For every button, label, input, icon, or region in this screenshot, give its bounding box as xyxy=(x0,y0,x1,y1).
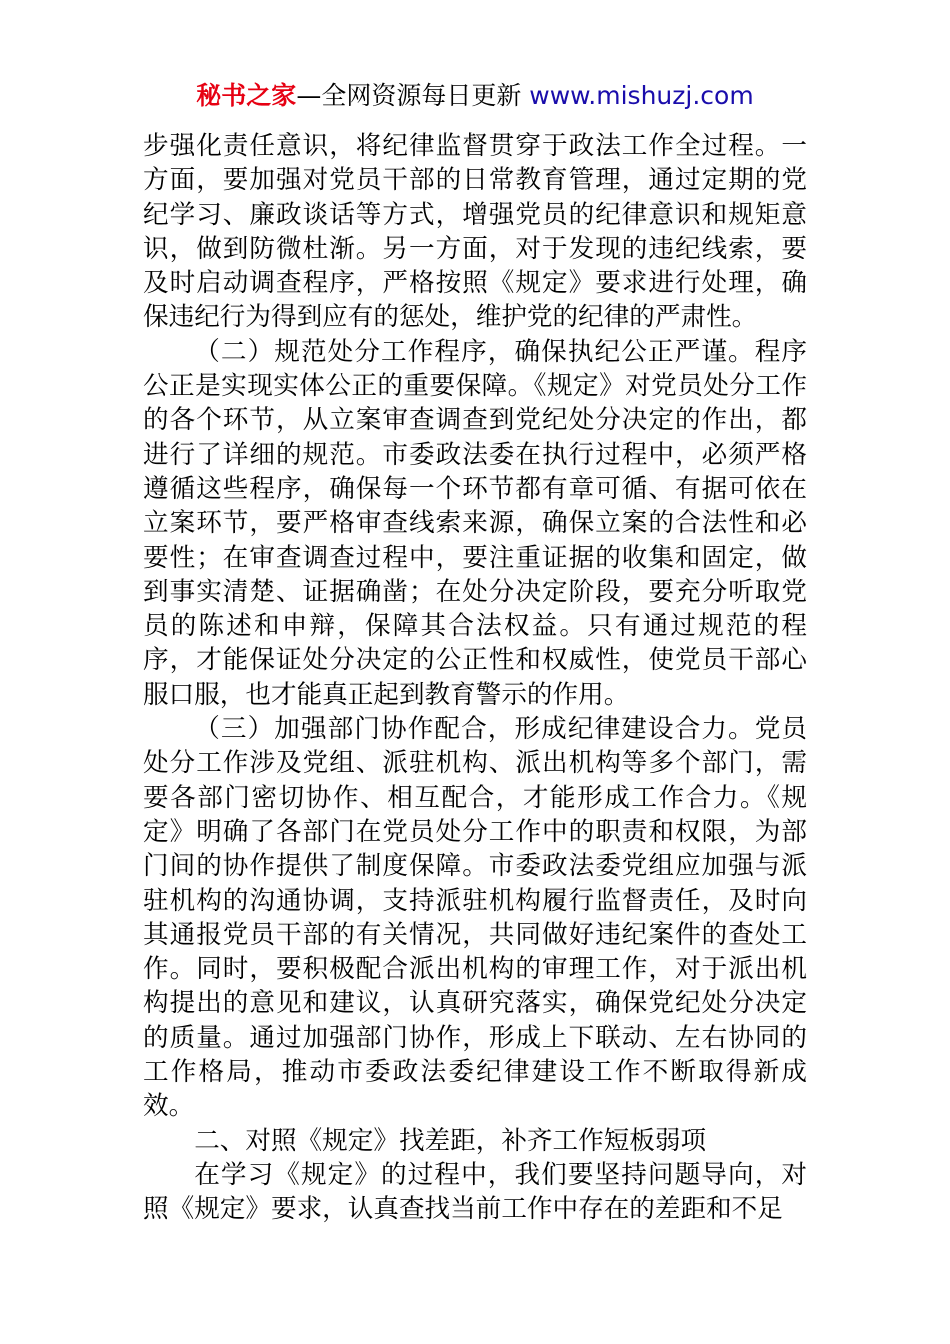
header-tagline: —全网资源每日更新 xyxy=(296,81,530,110)
site-url: www.mishuzj.com xyxy=(529,81,754,110)
section-heading: 二、对照《规定》找差距，补齐工作短板弱项 xyxy=(194,1125,707,1156)
document-body xyxy=(143,129,807,1227)
paragraph-continuation: 步强化责任意识，将纪律监督贯穿于政法工作全过程。一方面，要加强对党员干部的日常教育管理，通过定期的党纪学习、廉政谈话等方式，增强党员的纪律意识和规矩意识，做到防微杜渐。另一方面，对于发现的违纪线索，要及时启动调查程序，严格按照《规定》要求进行处理，确保违纪行为得到应有的惩处，维护党的纪律的严肃性。 xyxy=(143,131,807,333)
paragraph-intro: 在学习《规定》的过程中，我们要坚持问题导向，对照《规定》要求，认真查找当前工作中存在的差距和不足 xyxy=(143,1159,807,1225)
paragraph-section-3: （三）加强部门协作配合，形成纪律建设合力。党员处分工作涉及党组、派驻机构、派出机构等多个部门，需要各部门密切协作、相互配合，才能形成工作合力。《规定》明确了各部门在党员处分工作中的职责和权限，为部门间的协作提供了制度保障。市委政法委党组应加强与派驻机构的沟通协调，支持派驻机构履行监督责任，及时向其通报党员干部的有关情况，共同做好违纪案件的查处工作。同时，要积极配合派出机构的审理工作，对于派出机构提出的意见和建议，认真研究落实，确保党纪处分决定的质量。通过加强部门协作，形成上下联动、左右协同的工作格局，推动市委政法委纪律建设工作不断取得新成效。 xyxy=(143,714,807,1122)
page-header xyxy=(0,78,950,114)
brand-name: 秘书之家 xyxy=(196,81,297,110)
paragraph-section-2: （二）规范处分工作程序，确保执纪公正严谨。程序公正是实现实体公正的重要保障。《规定》对党员处分工作的各个环节，从立案审查调查到党纪处分决定的作出，都进行了详细的规范。市委政法委在执行过程中，必须严格遵循这些程序，确保每一个环节都有章可循、有据可依在立案环节，要严格审查线索来源，确保立案的合法性和必要性；在审查调查过程中，要注重证据的收集和固定，做到事实清楚、证据确凿；在处分决定阶段，要充分听取党员的陈述和申辩，保障其合法权益。只有通过规范的程序，才能保证处分决定的公正性和权威性，使党员干部心服口服，也才能真正起到教育警示的作用。 xyxy=(143,336,807,710)
